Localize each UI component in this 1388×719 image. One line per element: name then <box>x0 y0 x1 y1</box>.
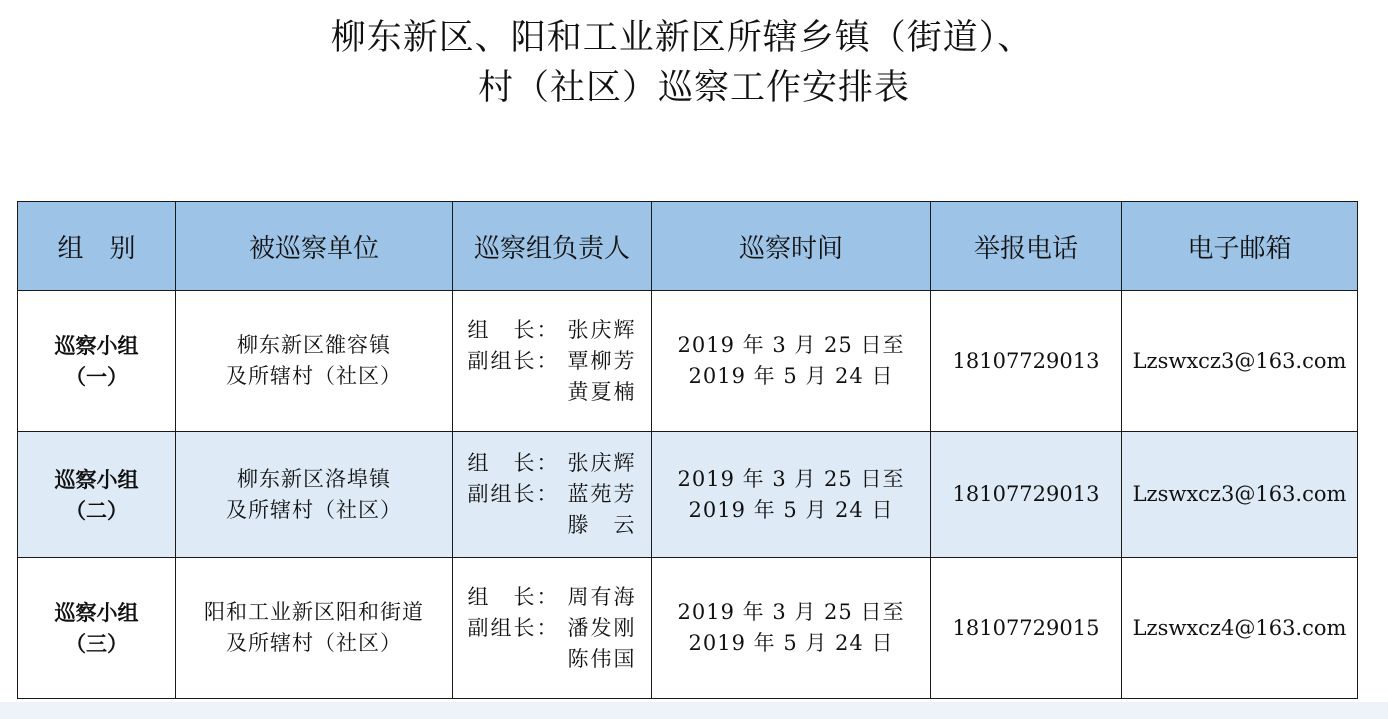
leader-role: 组 长： <box>467 451 560 475</box>
table-row <box>18 432 1358 558</box>
table-header-row <box>18 202 1358 291</box>
group-number: （一） <box>65 364 128 389</box>
phone-cell: 18107729013 <box>931 432 1122 558</box>
table-row <box>18 558 1358 699</box>
deputy-name: 黄夏楠 <box>567 379 637 404</box>
group-cell <box>18 291 176 432</box>
schedule-table <box>17 201 1358 699</box>
time-cell <box>652 432 931 558</box>
leader-name: 周有海 <box>567 584 637 609</box>
time-end: 2019 年 5 月 24 日 <box>688 497 894 522</box>
leader-name: 张庆辉 <box>567 451 637 475</box>
email-cell: Lzswxcz4@163.com <box>1122 558 1358 699</box>
unit-line1: 阳和工业新区阳和街道 <box>204 600 424 624</box>
leaders-cell <box>453 558 652 699</box>
page-title-line1: 柳东新区、阳和工业新区所辖乡镇（街道）、 <box>330 18 1034 58</box>
unit-cell <box>176 558 453 699</box>
phone-cell: 18107729013 <box>931 291 1122 432</box>
time-start: 2019 年 3 月 25 日至 <box>677 333 905 357</box>
time-end: 2019 年 5 月 24 日 <box>688 364 894 388</box>
unit-cell <box>176 291 453 432</box>
group-name: 巡察小组 <box>54 600 139 625</box>
deputy-name: 陈伟国 <box>567 646 637 671</box>
leader-role: 组 长： <box>467 317 560 342</box>
leader-name: 张庆辉 <box>567 317 637 342</box>
time-start: 2019 年 3 月 25 日至 <box>677 466 905 491</box>
group-number: （二） <box>65 497 128 523</box>
time-cell <box>652 558 931 699</box>
bottom-strip <box>0 702 1388 719</box>
group-cell <box>18 432 176 558</box>
header-email: 电子邮箱 <box>1122 202 1358 291</box>
page-title-line2: 村（社区）巡察工作安排表 <box>477 68 910 108</box>
unit-line2: 及所辖村（社区） <box>226 631 402 655</box>
leaders-cell <box>453 291 652 432</box>
time-end: 2019 年 5 月 24 日 <box>688 631 894 655</box>
deputy-name: 蓝苑芳 <box>567 482 637 506</box>
header-time: 巡察时间 <box>652 202 931 291</box>
leader-role: 组 长： <box>467 584 560 609</box>
group-name: 巡察小组 <box>54 466 139 492</box>
table-row <box>18 291 1358 432</box>
email-cell: Lzswxcz3@163.com <box>1122 291 1358 432</box>
unit-cell <box>176 432 453 558</box>
group-name: 巡察小组 <box>54 333 139 358</box>
deputy-name: 覃柳芳 <box>567 348 637 373</box>
email-cell: Lzswxcz3@163.com <box>1122 432 1358 558</box>
deputy-role: 副组长： <box>467 482 560 506</box>
time-cell <box>652 291 931 432</box>
header-group: 组 别 <box>18 202 176 291</box>
group-number: （三） <box>65 631 128 656</box>
header-unit: 被巡察单位 <box>176 202 453 291</box>
unit-line1: 柳东新区雒容镇 <box>237 333 391 357</box>
deputy-role: 副组长： <box>467 615 560 640</box>
unit-line1: 柳东新区洛埠镇 <box>237 466 391 491</box>
group-cell <box>18 558 176 699</box>
time-start: 2019 年 3 月 25 日至 <box>677 600 905 624</box>
unit-line2: 及所辖村（社区） <box>226 364 402 388</box>
phone-cell: 18107729015 <box>931 558 1122 699</box>
header-phone: 举报电话 <box>931 202 1122 291</box>
header-leaders: 巡察组负责人 <box>453 202 652 291</box>
deputy-name: 滕 云 <box>567 513 637 537</box>
leaders-cell <box>453 432 652 558</box>
deputy-role: 副组长： <box>467 348 560 373</box>
deputy-name: 潘发刚 <box>567 615 637 640</box>
unit-line2: 及所辖村（社区） <box>226 497 402 522</box>
